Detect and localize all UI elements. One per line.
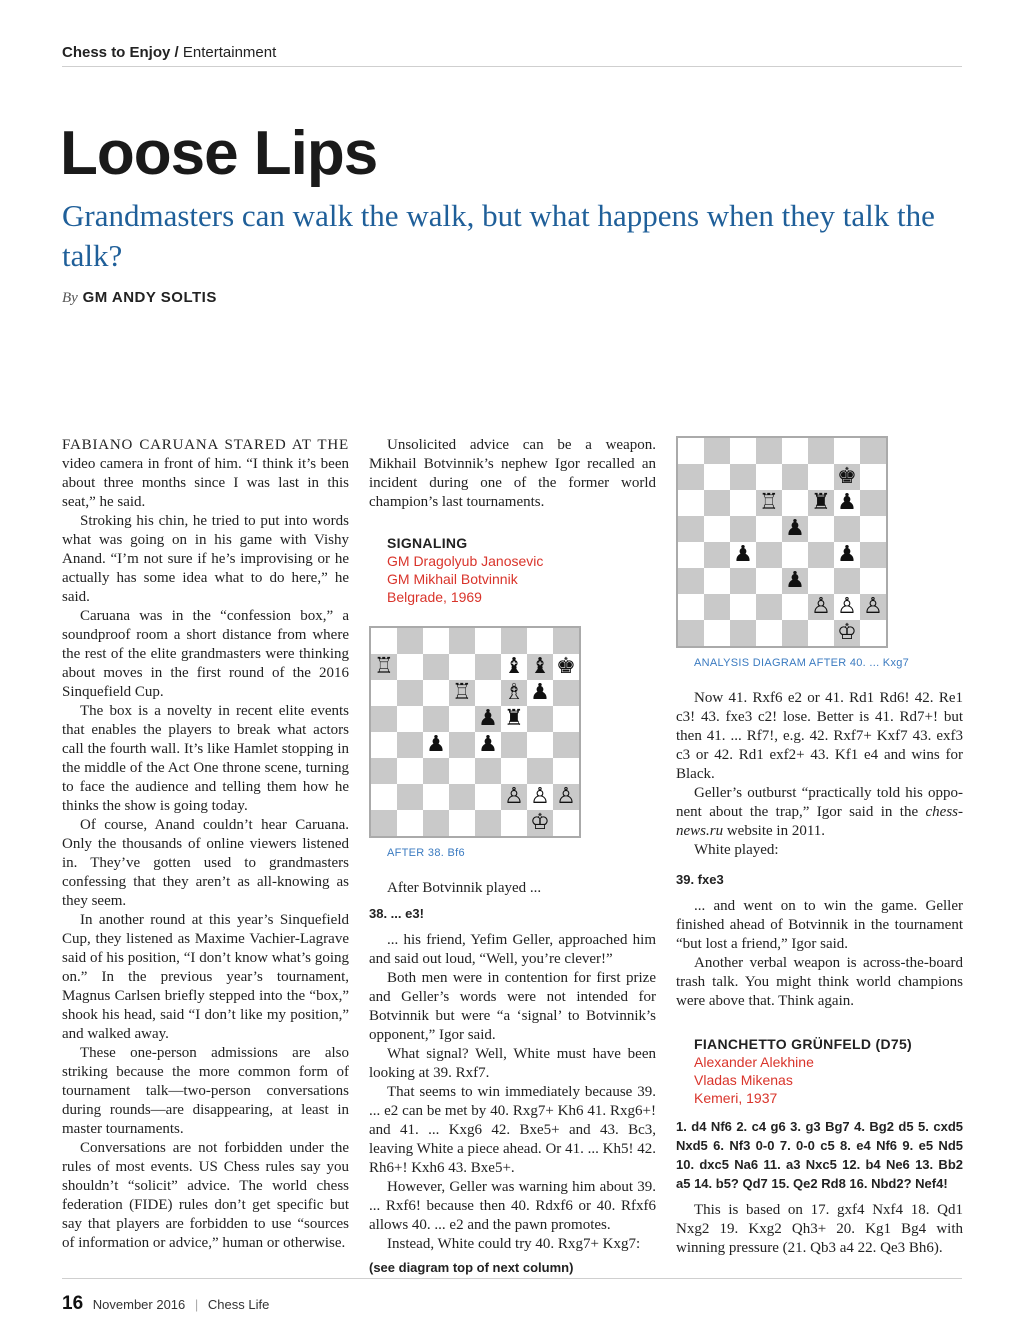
chess-square xyxy=(730,594,756,620)
paragraph xyxy=(62,436,349,512)
column-3 xyxy=(676,436,963,1258)
chess-square xyxy=(704,464,730,490)
chess-piece-square: ♟ xyxy=(782,516,808,542)
chess-square xyxy=(730,438,756,464)
chess-square xyxy=(678,594,704,620)
chess-square xyxy=(730,464,756,490)
paragraph: Both men were in contention for first prize and Geller’s words were not intended for Botvinnik but were “a ‘signal’ to Botvinnik’s opponent,” Igor said. xyxy=(369,970,656,1043)
chess-square xyxy=(371,758,397,784)
chess-piece-square: ♔ xyxy=(527,810,553,836)
diagram-caption: AFTER 38. Bf6 xyxy=(387,847,465,859)
chess-square xyxy=(860,516,886,542)
chess-square xyxy=(678,620,704,646)
chess-square xyxy=(527,706,553,732)
chess-square xyxy=(527,758,553,784)
chess-square xyxy=(449,810,475,836)
chess-square xyxy=(808,568,834,594)
chess-piece-square: ♝ xyxy=(501,654,527,680)
byline xyxy=(62,288,217,307)
chess-square xyxy=(704,516,730,542)
issue-date: November 2016 xyxy=(92,1297,186,1312)
chess-square xyxy=(704,438,730,464)
chess-piece-square: ♟ xyxy=(834,490,860,516)
chess-square xyxy=(475,784,501,810)
section-heading: FIANCHETTO GRÜNFELD (D75) xyxy=(694,1036,913,1052)
lead-in: FABIANO CARUANA STARED AT THE xyxy=(62,437,349,453)
chess-piece-square: ♔ xyxy=(834,620,860,646)
chess-square xyxy=(397,810,423,836)
white-player: Alexander Alekhine xyxy=(694,1054,814,1070)
paragraph: This is based on 17. gxf4 Nxf4 18. Qd1 Nxg2 19. Kxg2 Qh3+ 20. Kg1 Bg4 with winning pressure (21. Qb3 a4 22. Qe3 Bh6). xyxy=(676,1202,963,1256)
chess-square xyxy=(834,438,860,464)
chess-diagram-2 xyxy=(676,436,888,648)
game-move: 39. fxe3 xyxy=(676,872,724,887)
chess-square xyxy=(501,732,527,758)
chess-square xyxy=(397,628,423,654)
paragraph: ... and went on to win the game. Geller finished ahead of Botvinnik in the tournament “but lost a friend,” Igor said. xyxy=(676,898,963,952)
website-name: chess-news.ru xyxy=(676,804,963,839)
paragraph: The box is a novelty in recent elite events that enables the players to break what actors call the fourth wall. It’s like Hamlet stopping in the middle of the Act One throne scene, turning to face the audience and telling them how he thinks the show is going today. xyxy=(62,703,349,814)
chess-piece-square: ♜ xyxy=(501,706,527,732)
paragraph: Stroking his chin, he tried to put into words what was going on in his game with Vishy Anand. “I’m not sure if he’s improvising or he actually has some idea what to do here,” he said. xyxy=(62,513,349,605)
chess-square xyxy=(501,628,527,654)
chess-square xyxy=(501,810,527,836)
chess-square xyxy=(449,628,475,654)
chess-square xyxy=(860,490,886,516)
chess-square xyxy=(397,784,423,810)
chess-square xyxy=(834,516,860,542)
paragraph: Conversations are not forbidden under the rules of most events. US Chess rules say you shouldn’t “solicit” advice. The world chess federation (FIDE) rules don’t get specific but say that players are forbidden to use “sources of information or advice,” human or otherwise. xyxy=(62,1140,349,1251)
chess-square xyxy=(756,594,782,620)
chess-square xyxy=(449,758,475,784)
chess-square xyxy=(730,490,756,516)
byline-author: GM ANDY SOLTIS xyxy=(82,289,217,306)
paragraph: White played: xyxy=(694,842,779,858)
chess-square xyxy=(678,542,704,568)
chess-square xyxy=(704,594,730,620)
chess-square xyxy=(860,620,886,646)
chess-piece-square: ♙ xyxy=(834,594,860,620)
chess-square xyxy=(553,706,579,732)
column-2 xyxy=(369,436,656,1277)
text-run: website in 2011. xyxy=(723,823,826,839)
chess-square xyxy=(527,628,553,654)
paragraph: Another verbal weapon is across-the-board trash talk. You might think world champions were above that. Think again. xyxy=(676,955,963,1009)
chess-square xyxy=(397,706,423,732)
chess-square xyxy=(782,594,808,620)
white-player: GM Dragolyub Janosevic xyxy=(387,553,544,569)
chess-square xyxy=(730,516,756,542)
chess-diagram-1 xyxy=(369,626,581,838)
footer-separator: | xyxy=(194,1297,199,1312)
paragraph: In another round at this year’s Sinquefield Cup, they listened as Maxime Vachier-Lagrave said of his position, “I don’t know what’s going on.” In the previous year’s tournament, Magnus Carlsen briefly stepped into the “box,” shook his head, said “I don’t like my position,” and walked away. xyxy=(62,912,349,1042)
diagram-reference: (see diagram top of next column) xyxy=(369,1260,574,1275)
chess-square xyxy=(423,706,449,732)
chess-square xyxy=(371,706,397,732)
paragraph: Unsolicited advice can be a weapon. Mikhail Botvinnik’s nephew Igor recalled an incident during one of the former world champion’s last tournaments. xyxy=(369,437,656,510)
section-divider: / xyxy=(174,44,179,61)
chess-piece-square: ♟ xyxy=(475,732,501,758)
chess-square xyxy=(371,628,397,654)
chess-square xyxy=(423,810,449,836)
section-name: Chess to Enjoy xyxy=(62,44,171,61)
chess-square xyxy=(782,464,808,490)
chess-square xyxy=(501,758,527,784)
paragraph: Caruana was in the “confession box,” a soundproof room a short distance from where the rest of the elite grandmasters were thinking about moves in the first round of the 2016 Sinquefield Cup. xyxy=(62,608,349,700)
text-run: Geller’s outburst “practically told his opponent about the trap,” Igor said in the xyxy=(676,785,963,820)
chess-square xyxy=(371,784,397,810)
chess-square xyxy=(678,464,704,490)
chess-square xyxy=(397,680,423,706)
chess-square xyxy=(553,680,579,706)
paragraph: Instead, White could try 40. Rxg7+ Kxg7: xyxy=(387,1236,641,1252)
chess-square xyxy=(730,620,756,646)
footer-rule xyxy=(62,1278,962,1279)
chess-square xyxy=(678,438,704,464)
chess-square xyxy=(782,620,808,646)
chess-square xyxy=(678,516,704,542)
byline-prefix: By xyxy=(62,290,78,306)
header-rule xyxy=(62,66,962,67)
chess-square xyxy=(860,542,886,568)
chess-square xyxy=(553,758,579,784)
chess-square xyxy=(553,732,579,758)
chess-piece-square: ♟ xyxy=(475,706,501,732)
chess-square xyxy=(782,438,808,464)
game-moves: 1. d4 Nf6 2. c4 g6 3. g3 Bg7 4. Bg2 d5 5. cxd5 Nxd5 6. Nf3 0-0 7. 0-0 c5 8. e4 Nf6 9. e5 Nd5 10. dxc5 Na6 11. a3 Nxc5 12. b4 Ne6 13. Bb2 a5 14. b5? Qd7 15. Qe2 Rd8 16. Nbd2? Nef4! xyxy=(676,1119,963,1191)
chess-square xyxy=(527,732,553,758)
chess-piece-square: ♗ xyxy=(501,680,527,706)
paragraph: However, Geller was warning him about 39. ... Rxf6! because then 40. Rdxf6 or 40. Rfxf6 allows 40. ... e2 and the pawn promotes. xyxy=(369,1179,656,1233)
chess-square xyxy=(756,620,782,646)
chess-square xyxy=(397,732,423,758)
chess-square xyxy=(860,464,886,490)
chess-square xyxy=(397,654,423,680)
chess-piece-square: ♙ xyxy=(808,594,834,620)
footer xyxy=(62,1293,269,1315)
paragraph: Of course, Anand couldn’t hear Caruana. Only the thousands of online viewers listened in. They’ve gotten used to grandmasters confessing that they aren’t as all-knowing as they seem. xyxy=(62,817,349,909)
paragraph: After Botvinnik played ... xyxy=(387,880,542,896)
chess-piece-square: ♙ xyxy=(501,784,527,810)
chess-piece-square: ♟ xyxy=(423,732,449,758)
chess-square xyxy=(449,784,475,810)
chess-square xyxy=(756,464,782,490)
chess-square xyxy=(704,568,730,594)
paragraph: These one-person admissions are also striking because the more common form of tournament talk—two-person conversations during rounds—are disappearing, at least in master tournaments. xyxy=(62,1045,349,1137)
chess-square xyxy=(782,542,808,568)
chess-square xyxy=(756,568,782,594)
chess-piece-square: ♚ xyxy=(834,464,860,490)
chess-square xyxy=(553,810,579,836)
paragraph: ... his friend, Yefim Geller, approached him and said out loud, “Well, you’re clever!” xyxy=(369,932,656,967)
chess-piece-square: ♟ xyxy=(834,542,860,568)
chess-square xyxy=(371,810,397,836)
chess-square xyxy=(397,758,423,784)
game-move: 38. ... e3! xyxy=(369,906,424,921)
chess-square xyxy=(475,680,501,706)
page-number: 16 xyxy=(62,1293,84,1314)
diagram-caption: ANALYSIS DIAGRAM AFTER 40. ... Kxg7 xyxy=(694,657,910,669)
chess-square xyxy=(782,490,808,516)
column-1 xyxy=(62,436,349,1253)
chess-piece-square: ♙ xyxy=(860,594,886,620)
chess-square xyxy=(860,568,886,594)
game-event: Belgrade, 1969 xyxy=(387,589,482,605)
chess-square xyxy=(678,568,704,594)
chess-square xyxy=(553,628,579,654)
chess-square xyxy=(808,516,834,542)
chess-piece-square: ♚ xyxy=(553,654,579,680)
chess-piece-square: ♜ xyxy=(808,490,834,516)
magazine-name: Chess Life xyxy=(207,1297,270,1312)
chess-square xyxy=(475,628,501,654)
chess-square xyxy=(423,758,449,784)
chess-square xyxy=(834,568,860,594)
chess-square xyxy=(423,628,449,654)
chess-square xyxy=(678,490,704,516)
chess-square xyxy=(423,784,449,810)
chess-square xyxy=(756,438,782,464)
chess-square xyxy=(730,568,756,594)
paragraph: Now 41. Rxf6 e2 or 41. Rd1 Rd6! 42. Re1 c3! 43. fxe3 c2! lose. Better is 41. Rd7+! but then 41. ... Rf7!, e.g. 42. Rxf7+ Kxf7 43. exf3 c3 or 42. Rd1 exf2+ 43. Kf1 e4 and wins for Black. xyxy=(676,690,963,782)
paragraph: What signal? Well, White must have been looking at 39. Rxf7. xyxy=(369,1046,656,1081)
chess-square xyxy=(423,680,449,706)
game-event: Kemeri, 1937 xyxy=(694,1090,778,1106)
chess-piece-square: ♙ xyxy=(527,784,553,810)
subsection-name: Entertainment xyxy=(182,44,277,61)
black-player: Vladas Mikenas xyxy=(694,1072,793,1088)
chess-square xyxy=(475,810,501,836)
chess-square xyxy=(423,654,449,680)
chess-square xyxy=(449,706,475,732)
chess-square xyxy=(475,654,501,680)
chess-square xyxy=(704,620,730,646)
chess-square xyxy=(371,680,397,706)
paragraph xyxy=(676,784,963,841)
chess-square xyxy=(475,758,501,784)
chess-piece-square: ♖ xyxy=(756,490,782,516)
article-title: Loose Lips xyxy=(60,119,378,188)
chess-square xyxy=(808,542,834,568)
chess-piece-square: ♝ xyxy=(527,654,553,680)
chess-piece-square: ♖ xyxy=(371,654,397,680)
chess-square xyxy=(808,620,834,646)
paragraph: That seems to win immediately because 39. ... e2 can be met by 40. Rxg7+ Kh6 41. Rxg6+! and 41. ... Kxg6 42. Bxe5+ and 43. Bc3, leaving White a piece ahead. Or 41. ... Kh5! 42. Rh6+! Kxh6 43. Bxe5+. xyxy=(369,1084,656,1176)
chess-square xyxy=(704,542,730,568)
lead-rest: video camera in front of him. “I think it’s been about three months since I was last in this seat,” he said. xyxy=(62,456,349,510)
section-heading: SIGNALING xyxy=(387,535,468,551)
chess-square xyxy=(704,490,730,516)
chess-square xyxy=(860,438,886,464)
chess-square xyxy=(808,438,834,464)
running-head xyxy=(62,44,962,61)
chess-piece-square: ♙ xyxy=(553,784,579,810)
chess-square xyxy=(756,542,782,568)
chess-square xyxy=(756,516,782,542)
article-deck: Grandmasters can walk the walk, but what happens when they talk the talk? xyxy=(62,198,935,273)
chess-piece-square: ♟ xyxy=(527,680,553,706)
chess-square xyxy=(449,732,475,758)
chess-square xyxy=(808,464,834,490)
chess-piece-square: ♟ xyxy=(730,542,756,568)
chess-square xyxy=(449,654,475,680)
chess-square xyxy=(371,732,397,758)
black-player: GM Mikhail Botvinnik xyxy=(387,571,518,587)
chess-piece-square: ♟ xyxy=(782,568,808,594)
chess-piece-square: ♖ xyxy=(449,680,475,706)
